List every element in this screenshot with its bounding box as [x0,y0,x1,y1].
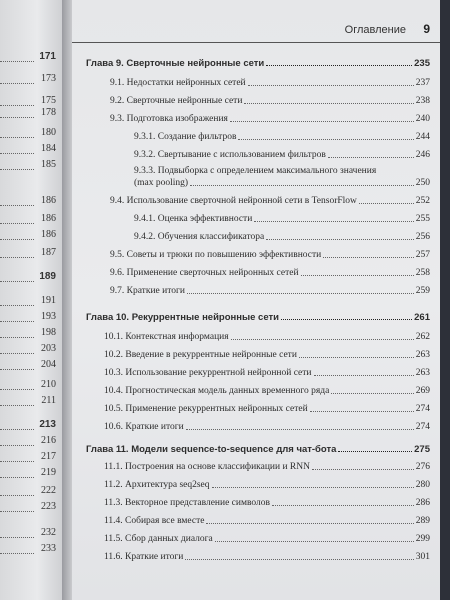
leader-dots [187,293,414,294]
leader-dots [215,541,414,542]
previous-page-number: 217 [41,451,56,462]
entry-title: 9.6. Применение сверточных нейронных сетей [110,268,299,278]
leader-dots [0,336,34,338]
entry-title: 11.6. Краткие итоги [104,552,184,562]
leader-dots [0,368,34,370]
leader-dots [0,304,34,306]
leader-dots [0,428,34,430]
book-spine [62,0,72,600]
toc-entry-9-3-3-line1 [134,166,430,177]
leader-dots [248,85,414,86]
toc-entry-10-2 [104,350,430,361]
running-header [72,20,440,43]
leader-dots [212,487,414,488]
entry-page: 299 [415,534,430,544]
entry-title: 9.4. Использование сверточной нейронной сети в TensorFlow [110,196,357,206]
entry-page: 280 [415,480,430,490]
entry-page: 246 [415,150,430,160]
toc-entry-10-4 [104,386,430,397]
toc-entry-11-2 [104,480,430,491]
entry-page: 237 [415,78,430,88]
leader-dots [299,357,414,358]
leader-dots [301,275,414,276]
previous-page-number: 204 [41,359,56,370]
entry-title: (max pooling) [134,178,189,188]
toc-entry-9-4-2 [134,232,430,243]
entry-title: 11.3. Векторное представление символов [104,498,271,508]
leader-dots [310,411,414,412]
entry-page: 240 [415,114,430,124]
toc-chapter-10 [86,312,430,323]
leader-dots [359,203,414,204]
previous-page-number: 219 [41,467,56,478]
header-page-number: 9 [423,22,430,36]
leader-dots [0,552,34,554]
leader-dots [0,238,34,240]
entry-title: 11.2. Архитектура seq2seq [104,480,210,490]
entry-title: 9.3. Подготовка изображения [110,114,228,124]
entry-title: 11.1. Построения на основе классификации и RNN [104,462,310,472]
leader-dots [244,103,413,104]
previous-page-number: 222 [41,485,56,496]
entry-title: 9.4.1. Оценка эффективности [134,214,253,224]
leader-dots [0,352,34,354]
entry-page: 257 [415,250,430,260]
entry-title: 9.5. Советы и трюки по повышению эффективности [110,250,322,260]
entry-page: 263 [415,350,430,360]
leader-dots [331,393,413,394]
previous-page-number: 186 [41,195,56,206]
entry-page: 289 [415,516,430,526]
toc-page [72,0,440,600]
entry-title: 11.4. Собирая все вместе [104,516,205,526]
entry-title: 9.3.2. Свертывание с использованием фильтров [134,150,326,160]
leader-dots [0,204,34,206]
leader-dots [0,116,34,118]
leader-dots [0,82,34,84]
toc-entry-9-2 [110,96,430,107]
previous-page-number: 223 [41,501,56,512]
entry-title: 9.1. Недостатки нейронных сетей [110,78,246,88]
entry-title: 10.6. Краткие итоги [104,422,184,432]
leader-dots [0,168,34,170]
previous-page-number: 186 [41,229,56,240]
previous-page-number: 187 [41,247,56,258]
entry-page: 263 [415,368,430,378]
previous-page-number: 210 [41,379,56,390]
leader-dots [238,139,413,140]
entry-page: 244 [415,132,430,142]
leader-dots [231,339,414,340]
toc-entry-11-5 [104,534,430,545]
entry-title: 10.4. Прогностическая модель данных временного ряда [104,386,330,396]
toc-chapter-9 [86,58,430,69]
leader-dots [266,239,413,240]
entry-title: 9.2. Сверточные нейронные сети [110,96,243,106]
leader-dots [266,65,412,66]
toc-entry-11-1 [104,462,430,473]
toc-entry-10-3 [104,368,430,379]
leader-dots [206,523,413,524]
leader-dots [0,104,34,106]
entry-title: 10.3. Использование рекуррентной нейронной сети [104,368,312,378]
leader-dots [323,257,414,258]
toc-entry-9-3-3-line2 [134,178,430,189]
toc-entry-10-6 [104,422,430,433]
previous-page-number: 193 [41,311,56,322]
leader-dots [314,375,414,376]
leader-dots [0,320,34,322]
toc-entry-9-3-2 [134,150,430,161]
previous-page-number: 203 [41,343,56,354]
leader-dots [254,221,413,222]
previous-page-number: 198 [41,327,56,338]
entry-page: 235 [414,58,430,69]
toc-entry-10-5 [104,404,430,415]
leader-dots [0,136,34,138]
entry-title: 9.7. Краткие итоги [110,286,185,296]
leader-dots [185,559,413,560]
entry-page: 256 [415,232,430,242]
toc-entry-9-7 [110,286,430,297]
entry-page: 258 [415,268,430,278]
toc-chapter-11 [86,444,430,455]
toc-entry-9-4-1 [134,214,430,225]
entry-title: Глава 11. Модели sequence-to-sequence для чат-бота [86,444,337,455]
leader-dots [0,280,34,282]
leader-dots [338,451,412,452]
entry-title: Глава 9. Сверточные нейронные сети [86,58,265,69]
previous-page-number: 175 [41,95,56,106]
leader-dots [0,444,34,446]
toc-entry-11-6 [104,552,430,563]
leader-dots [0,152,34,154]
entry-title: 11.5. Сбор данных диалога [104,534,213,544]
previous-page-number: 233 [41,543,56,554]
toc-entry-9-3 [110,114,430,125]
entry-title: 9.4.2. Обучения классификатора [134,232,265,242]
previous-page-number: 180 [41,127,56,138]
toc-entry-11-4 [104,516,430,527]
leader-dots [0,388,34,390]
entry-page: 250 [415,178,430,188]
entry-title: 10.2. Введение в рекуррентные нейронные сети [104,350,297,360]
leader-dots [312,469,414,470]
previous-page-number: 184 [41,143,56,154]
leader-dots [0,460,34,462]
leader-dots [0,510,34,512]
previous-page-number: 178 [41,107,56,118]
toc-entry-9-4 [110,196,430,207]
background-edge [440,0,450,600]
entry-page: 269 [415,386,430,396]
entry-page: 255 [415,214,430,224]
toc-entry-9-3-1 [134,132,430,143]
entry-title: 9.3.1. Создание фильтров [134,132,237,142]
header-title: Оглавление [344,24,406,36]
entry-page: 252 [415,196,430,206]
previous-page-edge [0,0,62,600]
leader-dots [0,536,34,538]
entry-page: 274 [415,422,430,432]
previous-page-number: 189 [39,271,56,282]
previous-page-number: 232 [41,527,56,538]
entry-page: 275 [414,444,430,455]
leader-dots [272,505,414,506]
entry-title: 10.5. Применение рекуррентных нейронных сетей [104,404,308,414]
entry-title: 10.1. Контекстная информация [104,332,229,342]
entry-page: 301 [415,552,430,562]
leader-dots [0,404,34,406]
entry-page: 274 [415,404,430,414]
entry-page: 262 [415,332,430,342]
leader-dots [328,157,414,158]
previous-page-number: 216 [41,435,56,446]
leader-dots [0,494,34,496]
leader-dots [0,476,34,478]
toc-entry-11-3 [104,498,430,509]
leader-dots [230,121,414,122]
previous-page-number: 213 [39,419,56,430]
entry-title: Глава 10. Рекуррентные нейронные сети [86,312,279,323]
leader-dots [0,60,34,62]
previous-page-number: 211 [41,395,56,406]
previous-page-number: 185 [41,159,56,170]
toc-entry-9-5 [110,250,430,261]
previous-page-number: 173 [41,73,56,84]
entry-page: 261 [414,312,430,323]
leader-dots [186,429,414,430]
previous-page-number: 186 [41,213,56,224]
toc-entry-9-1 [110,78,430,89]
entry-page: 259 [415,286,430,296]
entry-page: 286 [415,498,430,508]
leader-dots [190,185,414,186]
entry-page: 276 [415,462,430,472]
previous-page-number: 171 [39,51,56,62]
toc-entry-9-6 [110,268,430,279]
entry-title: 9.3.3. Подвыборка с определением максимального значения [134,166,377,176]
leader-dots [0,222,34,224]
leader-dots [0,256,34,258]
entry-page: 238 [415,96,430,106]
leader-dots [281,319,412,320]
toc-entry-10-1 [104,332,430,343]
previous-page-number: 191 [41,295,56,306]
